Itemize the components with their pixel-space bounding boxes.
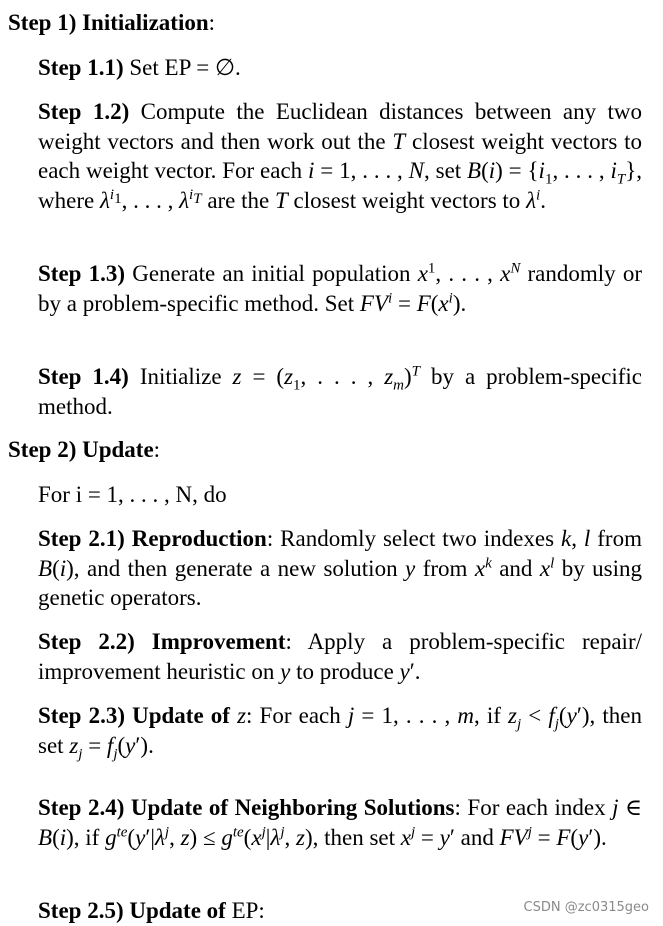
step-1-3-label: Step 1.3) xyxy=(38,261,126,286)
step-2-5-tail: EP: xyxy=(231,898,265,923)
step-1-4: Step 1.4) Initialize $z = (z_1$, . . . , $z_m)^T$ by a problem-specific method. xyxy=(38,363,642,419)
step-1-1 xyxy=(38,53,642,83)
step-1-4-label: Step 1.4) xyxy=(38,364,129,389)
step1-title: Step 1) Initialization xyxy=(8,10,209,35)
step-2-2-label: Step 2.2) Improvement xyxy=(38,629,286,654)
step-1-2-label: Step 1.2) xyxy=(38,99,130,124)
step-2-1-label: Step 2.1) Reproduction xyxy=(38,526,267,551)
step2-title: Step 2) Update xyxy=(8,437,154,462)
step-1-3: Step 1.3) Generate an initial population $x^1$, . . . , $x^N$ randomly or by a problem-specific method. Set $FV^i = F(x^i)$. xyxy=(38,260,642,316)
loop-line: For i = 1, . . . , N, do xyxy=(38,482,227,507)
step-2-4-label: Step 2.4) Update of Neighboring Solutions xyxy=(38,795,455,820)
step-2-2: Step 2.2) Improvement: Apply a problem-specific repair/ improvement heuristic on y to produce y′. xyxy=(38,629,642,684)
step-2-3: Step 2.3) Update of z: For each j = 1, . . . , m, if $z_j < f_j(y')$, then set $z_j = f_j(y')$. xyxy=(38,703,642,763)
step1-heading: Step 1) Initialization: xyxy=(8,10,216,35)
step-1-2: Step 1.2) Compute the Euclidean distances between any two weight vectors and then work out the T closest weight vectors to each weight vector. For each i = 1, . . . , N, set $B(i) = \{i_1$, . . . , $i_T$}, where $\lambda^{i_1}$, . . . , $\lambda^{i_T}$ are the T closest weight vectors to $\lambda^i$. xyxy=(38,99,643,213)
step-1-1-text: Set EP = ∅. xyxy=(129,55,241,80)
step-2-4: Step 2.4) Update of Neighboring Solutions: For each index j ∈ B(i), if $g^{te}(y'|\lambda^j$, $z) \le g^{te}(x^j|\lambda^j$, z), then set $x^j = y'$ and $FV^j = F(y')$. xyxy=(38,795,642,850)
step2-heading: Step 2) Update: xyxy=(8,437,161,462)
step-2-3-label: Step 2.3) Update of xyxy=(38,703,230,728)
step-1-1-label: Step 1.1) xyxy=(38,55,124,80)
watermark: CSDN @zc0315geo xyxy=(523,900,649,915)
step-2-1: Step 2.1) Reproduction: Randomly select two indexes k, l from B(i), and then generate a new solution y from $x^k$ and $x^l$ by using genetic operators. xyxy=(38,526,642,610)
step-2-5-label: Step 2.5) Update of xyxy=(38,898,226,923)
